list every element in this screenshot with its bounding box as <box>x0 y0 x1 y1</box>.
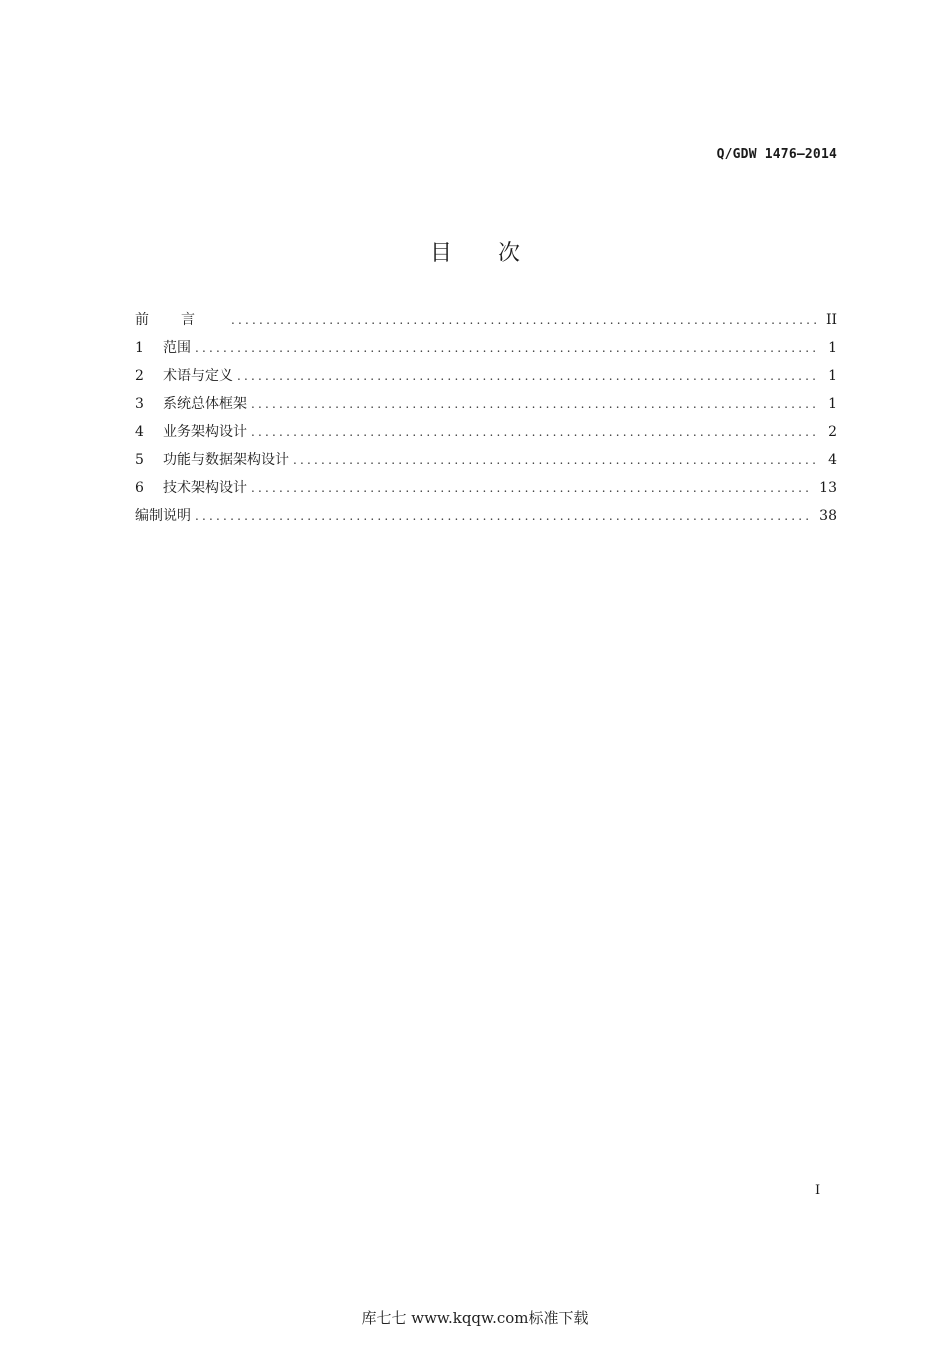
toc-entry-page: II <box>825 312 837 328</box>
toc-entry-number: 2 <box>135 368 144 384</box>
toc-title: 目次 <box>429 241 566 266</box>
toc-entry-page: 2 <box>828 424 837 440</box>
toc-entry-number: 1 <box>135 340 144 356</box>
toc-dot-leader <box>195 334 819 362</box>
toc-dot-leader <box>251 390 819 418</box>
toc-entry-page: 1 <box>828 368 837 384</box>
toc-dot-leader <box>251 418 819 446</box>
toc-entry-label: 术语与定义 <box>163 368 233 384</box>
toc-entry-label: 技术架构设计 <box>163 480 247 496</box>
toc-entry-label: 系统总体框架 <box>163 396 247 412</box>
toc-entry-scope[interactable] <box>135 334 837 362</box>
toc-entry-technical-architecture[interactable] <box>135 474 837 502</box>
toc-dot-leader <box>251 474 813 502</box>
toc-entry-label: 业务架构设计 <box>163 424 247 440</box>
toc-entry-number: 5 <box>135 452 144 468</box>
toc-entry-page: 1 <box>828 396 837 412</box>
toc-entry-number: 6 <box>135 480 144 496</box>
toc-entry-page: 38 <box>819 508 837 524</box>
toc-entry-label: 功能与数据架构设计 <box>163 452 289 468</box>
toc-dot-leader <box>237 362 819 390</box>
toc-entry-compilation-notes[interactable] <box>135 502 837 530</box>
toc-entry-page: 4 <box>828 452 837 468</box>
toc-entry-label: 前言 <box>135 312 227 328</box>
toc-entry-system-framework[interactable] <box>135 390 837 418</box>
toc-entry-label: 范围 <box>163 340 191 356</box>
footer-watermark: 库七七 www.kqqw.com标准下载 <box>361 1309 589 1327</box>
toc-entry-preface[interactable] <box>135 306 837 334</box>
toc-entry-page: 13 <box>819 480 837 496</box>
toc-dot-leader <box>231 306 819 334</box>
page-number: I <box>815 1183 821 1198</box>
document-code: Q/GDW 1476—2014 <box>716 147 837 162</box>
toc-entry-page: 1 <box>828 340 837 356</box>
toc-dot-leader <box>293 446 819 474</box>
toc-entry-number: 4 <box>135 424 144 440</box>
toc-dot-leader <box>195 502 813 530</box>
toc-entry-terms[interactable] <box>135 362 837 390</box>
toc-entry-function-data-architecture[interactable] <box>135 446 837 474</box>
table-of-contents <box>135 306 837 530</box>
toc-entry-business-architecture[interactable] <box>135 418 837 446</box>
toc-entry-number: 3 <box>135 396 144 412</box>
toc-entry-label: 编制说明 <box>135 508 191 524</box>
